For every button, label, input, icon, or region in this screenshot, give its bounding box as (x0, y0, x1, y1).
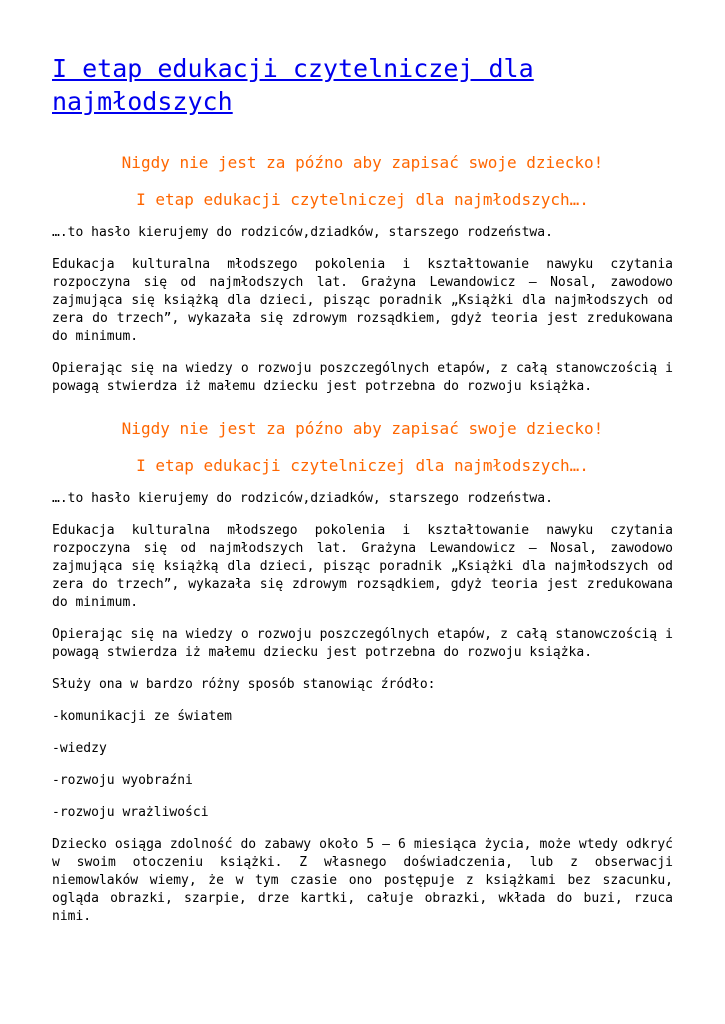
highlight-subheading: I etap edukacji czytelniczej dla najmłodszych…. (136, 190, 589, 209)
list-item: -rozwoju wrażliwości (52, 805, 209, 820)
list-intro: Służy ona w bardzo różny sposób stanowiąc źródło: (52, 677, 436, 692)
title-link[interactable]: I etap edukacji czytelniczej dla najmłodszych (52, 54, 534, 116)
paragraph: Edukacja kulturalna młodszego pokolenia i kształtowanie nawyku czytania rozpoczyna się od najmłodszych lat. Grażyna Lewandowicz – Nosal, zawodowo zajmująca się książką dla dzieci, pisząc poradnik „Książki dla najmłodszych od zera do trzech”, wykazała się zdrowym rozsądkiem, gdyż teoria jest zredukowana do minimum. (52, 523, 673, 610)
highlight-subheading: I etap edukacji czytelniczej dla najmłodszych…. (136, 456, 589, 475)
paragraph: Opierając się na wiedzy o rozwoju poszczególnych etapów, z całą stanowczością i powagą stwierdza iż małemu dziecku jest potrzebna do rozwoju książka. (52, 627, 673, 660)
section-2 (52, 418, 673, 662)
paragraph: Edukacja kulturalna młodszego pokolenia i kształtowanie nawyku czytania rozpoczyna się od najmłodszych lat. Grażyna Lewandowicz – Nosal, zawodowo zajmująca się książką dla dzieci, pisząc poradnik „Książki dla najmłodszych od zera do trzech”, wykazała się zdrowym rozsądkiem, gdyż teoria jest zredukowana do minimum. (52, 257, 673, 344)
paragraph: Opierając się na wiedzy o rozwoju poszczególnych etapów, z całą stanowczością i powagą stwierdza iż małemu dziecku jest potrzebna do rozwoju książka. (52, 361, 673, 394)
paragraph: ….to hasło kierujemy do rodziców,dziadków, starszego rodzeństwa. (52, 491, 553, 506)
list-item: -wiedzy (52, 741, 107, 756)
closing-paragraph: Dziecko osiąga zdolność do zabawy około 5 – 6 miesiąca życia, może wtedy odkryć w swoim otoczeniu książki. Z własnego doświadczenia, lub z obserwacji niemowlaków wiemy, że w tym czasie ono postępuje z książkami bez szacunku, ogląda obrazki, szarpie, drze kartki, całuje obrazki, wkłada do buzi, rzuca nimi. (52, 837, 673, 924)
highlight-heading: Nigdy nie jest za późno aby zapisać swoje dziecko! (121, 153, 604, 172)
page-title[interactable] (52, 52, 673, 118)
section-1 (52, 152, 673, 396)
highlight-heading: Nigdy nie jest za późno aby zapisać swoje dziecko! (121, 419, 604, 438)
article (52, 52, 673, 940)
list-item: -rozwoju wyobraźni (52, 773, 193, 788)
paragraph: ….to hasło kierujemy do rodziców,dziadków, starszego rodzeństwa. (52, 225, 553, 240)
list-item: -komunikacji ze światem (52, 709, 233, 724)
